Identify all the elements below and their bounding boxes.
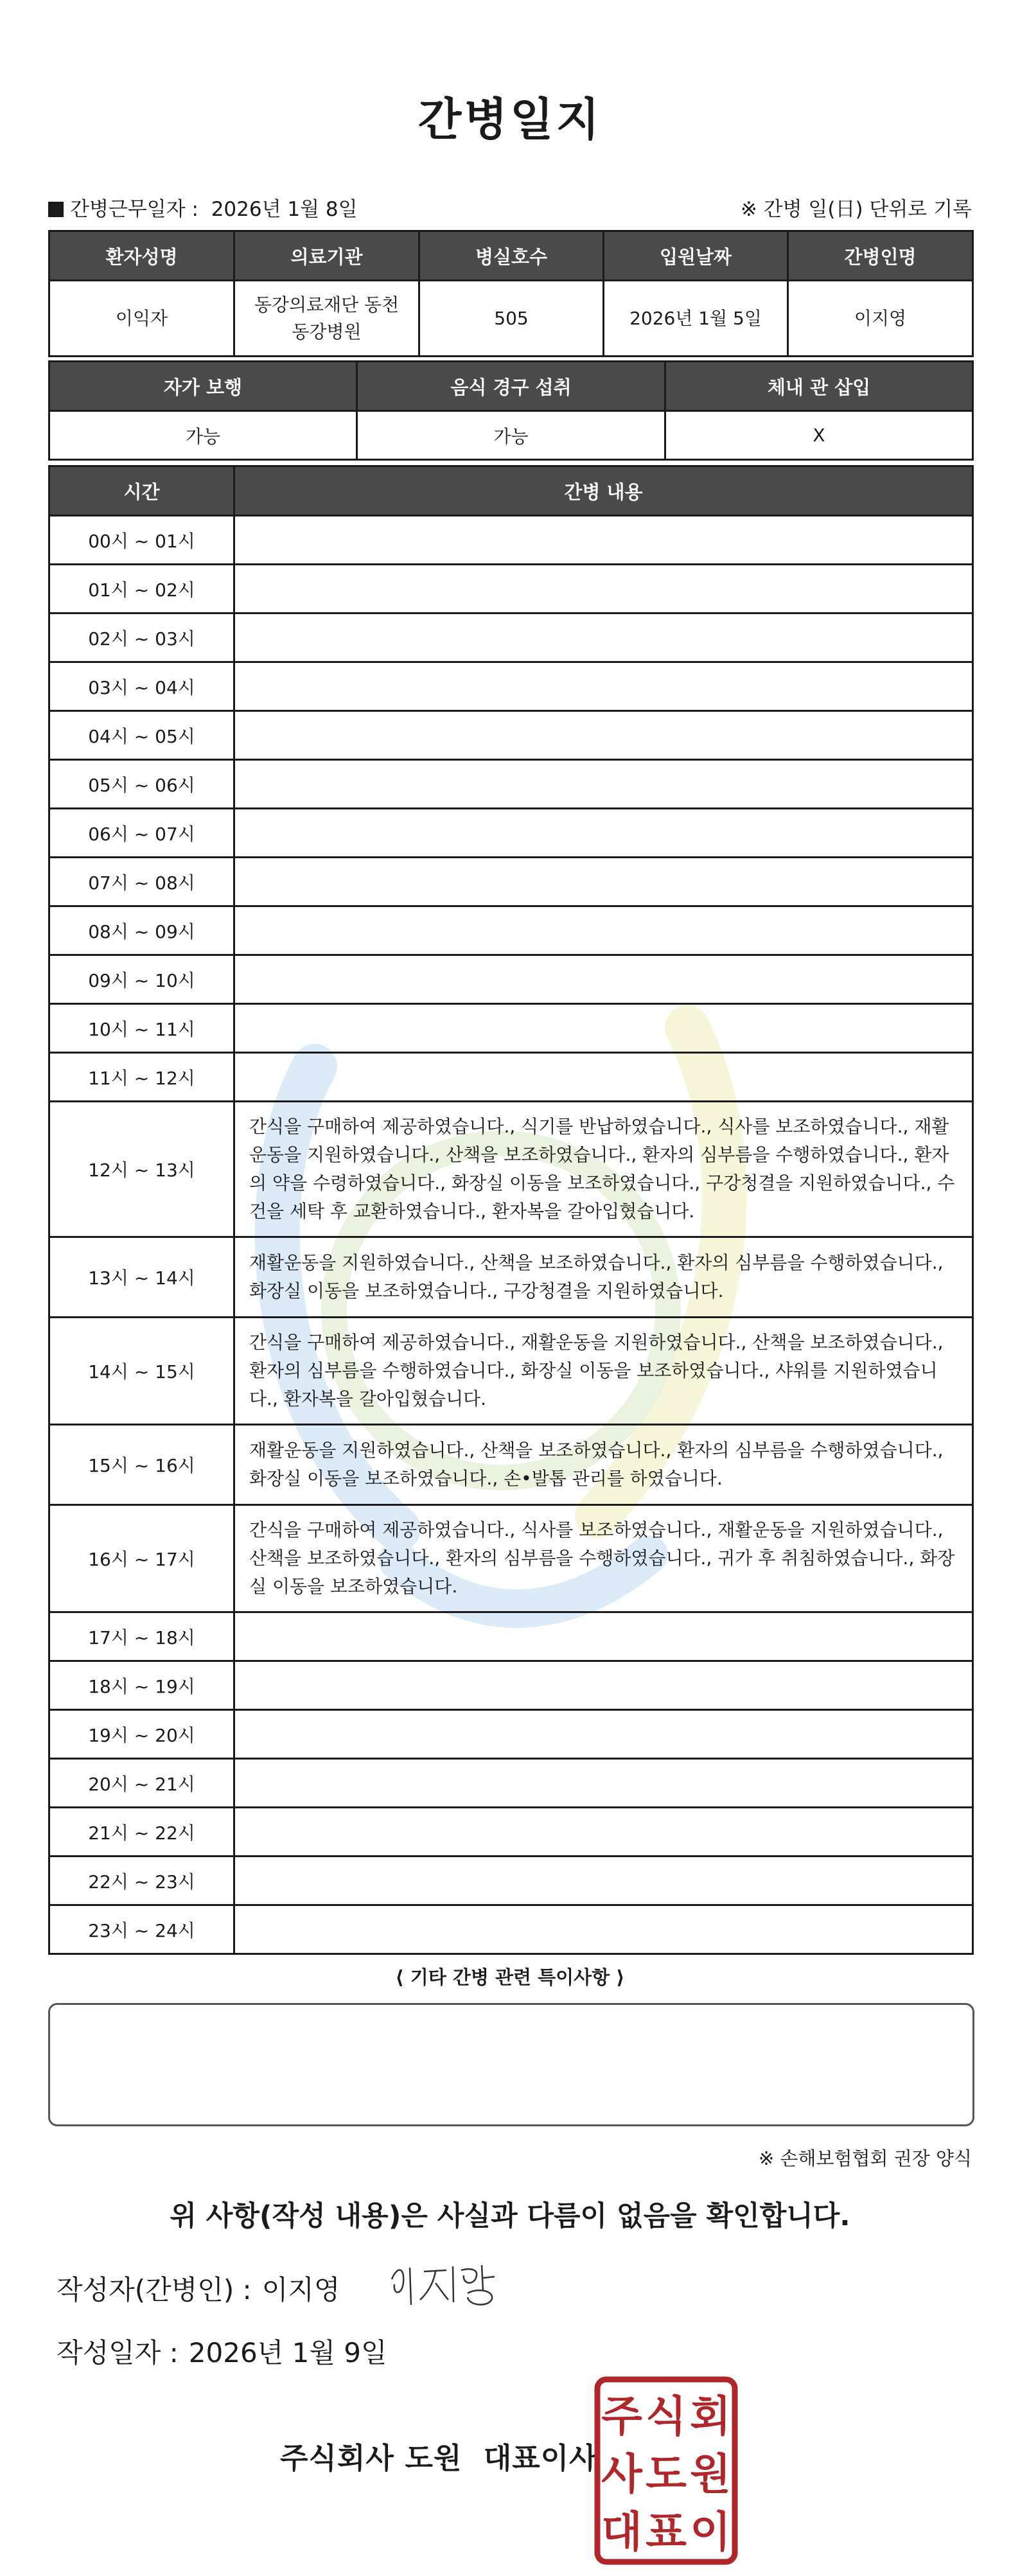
svg-text:회: 회 — [690, 2392, 731, 2441]
memo-title: ⟨ 기타 간병 관련 특이사항 ⟩ — [395, 1966, 625, 1988]
row-time: 23시 ~ 24시 — [49, 1905, 234, 1954]
written-date-line — [57, 2332, 387, 2370]
row-content: 재활운동을 지원하였습니다., 산책을 보조하였습니다., 환자의 심부름을 수행하였습니다., 화장실 이동을 보조하였습니다., 손•발톱 관리를 하였습니다. — [234, 1425, 973, 1505]
svg-text:표: 표 — [646, 2507, 687, 2557]
header-walking: 자가 보행 — [49, 362, 357, 411]
svg-text:대: 대 — [601, 2507, 642, 2557]
table-row — [49, 516, 973, 565]
care-log-table — [48, 465, 974, 1955]
row-content: 재활운동을 지원하였습니다., 산책을 보조하였습니다., 환자의 심부름을 수행하였습니다., 화장실 이동을 보조하였습니다., 구강청결을 지원하였습니다. — [234, 1237, 973, 1318]
header-patient-name: 환자성명 — [49, 231, 234, 281]
row-content — [234, 1710, 973, 1759]
writer-label: 작성자(간병인) : — [57, 2274, 252, 2306]
row-content — [234, 565, 973, 613]
row-time: 05시 ~ 06시 — [49, 760, 234, 809]
table-row — [49, 955, 973, 1004]
row-time: 04시 ~ 05시 — [49, 711, 234, 760]
table-row — [49, 858, 973, 906]
row-time: 18시 ~ 19시 — [49, 1661, 234, 1710]
walking-value: 가능 — [49, 411, 357, 460]
row-content — [234, 809, 973, 858]
row-content — [234, 1905, 973, 1954]
admission-date: 2026년 1월 5일 — [604, 281, 788, 357]
table-row — [49, 711, 973, 760]
row-content — [234, 858, 973, 906]
writer-line — [57, 2269, 340, 2307]
header-care-content: 간병 내용 — [234, 466, 973, 516]
table-row — [49, 1612, 973, 1661]
row-time: 17시 ~ 18시 — [49, 1612, 234, 1661]
table-row — [49, 1505, 973, 1612]
header-room: 병실호수 — [419, 231, 604, 281]
row-content — [234, 1857, 973, 1905]
company-signature-line: 주식회사 도원 대표이사 — [280, 2441, 598, 2475]
document-title: 간병일지 — [418, 93, 602, 146]
svg-text:식: 식 — [646, 2392, 687, 2441]
row-time: 13시 ~ 14시 — [49, 1237, 234, 1318]
svg-text:이: 이 — [690, 2507, 731, 2557]
row-time: 19시 ~ 20시 — [49, 1710, 234, 1759]
table-row — [49, 565, 973, 613]
square-bullet-icon — [48, 202, 64, 217]
tube-value: X — [665, 411, 973, 460]
written-date-label: 작성일자 : — [57, 2337, 179, 2369]
row-time: 20시 ~ 21시 — [49, 1759, 234, 1808]
table-row — [49, 1759, 973, 1808]
header-time: 시간 — [49, 466, 234, 516]
caregiver-name: 이지영 — [788, 281, 973, 357]
table-row — [49, 1102, 973, 1237]
table-row — [49, 613, 973, 662]
row-content — [234, 711, 973, 760]
patient-info-table — [48, 230, 974, 357]
oral-intake-value: 가능 — [357, 411, 665, 460]
writer-name: 이지영 — [261, 2274, 340, 2306]
ability-table — [48, 360, 974, 461]
row-time: 15시 ~ 16시 — [49, 1425, 234, 1505]
row-content — [234, 613, 973, 662]
table-row — [49, 1661, 973, 1710]
svg-text:도: 도 — [646, 2449, 687, 2499]
row-time: 16시 ~ 17시 — [49, 1505, 234, 1612]
table-row — [49, 1004, 973, 1053]
row-time: 00시 ~ 01시 — [49, 516, 234, 565]
handwritten-signature — [385, 2260, 507, 2311]
row-content — [234, 1808, 973, 1857]
header-caregiver: 간병인명 — [788, 231, 973, 281]
table-row — [49, 906, 973, 955]
recommend-note: ※ 손해보험협회 권장 양식 — [758, 2148, 972, 2169]
row-time: 12시 ~ 13시 — [49, 1102, 234, 1237]
table-row — [49, 1710, 973, 1759]
table-row — [49, 1905, 973, 1954]
row-time: 02시 ~ 03시 — [49, 613, 234, 662]
work-date-label: 간병근무일자 : — [70, 198, 198, 221]
table-row — [49, 760, 973, 809]
patient-name: 이익자 — [49, 281, 234, 357]
row-content — [234, 662, 973, 711]
svg-text:주: 주 — [601, 2392, 642, 2441]
header-admission-date: 입원날짜 — [604, 231, 788, 281]
row-time: 09시 ~ 10시 — [49, 955, 234, 1004]
row-content — [234, 955, 973, 1004]
written-date-value: 2026년 1월 9일 — [188, 2337, 387, 2369]
row-content — [234, 1759, 973, 1808]
row-content — [234, 760, 973, 809]
row-time: 06시 ~ 07시 — [49, 809, 234, 858]
header-oral-intake: 음식 경구 섭취 — [357, 362, 665, 411]
row-content — [234, 1661, 973, 1710]
row-content — [234, 516, 973, 565]
row-time: 22시 ~ 23시 — [49, 1857, 234, 1905]
work-date-value: 2026년 1월 8일 — [211, 198, 358, 221]
record-note: ※ 간병 일(日) 단위로 기록 — [740, 198, 972, 221]
confirm-statement: 위 사항(작성 내용)은 사실과 다름이 없음을 확인합니다. — [170, 2200, 850, 2232]
table-row — [49, 1857, 973, 1905]
row-content: 간식을 구매하여 제공하였습니다., 식기를 반납하였습니다., 식사를 보조하였습니다., 재활운동을 지원하였습니다., 산책을 보조하였습니다., 환자의 심부름을 수행하였습니다., 환자의 약을 수령하였습니다., 화장실 이동을 보조하였습니다., 구강청결을 지원하였습니다., 수건을 세탁 후 교환하였습니다., 환자복을 갈아입혔습니다. — [234, 1102, 973, 1237]
row-content — [234, 1004, 973, 1053]
hospital-name: 동강의료재단 동천 동강병원 — [234, 281, 419, 357]
table-row — [49, 1425, 973, 1505]
svg-text:사: 사 — [601, 2449, 642, 2499]
row-content: 간식을 구매하여 제공하였습니다., 재활운동을 지원하였습니다., 산책을 보조하였습니다., 환자의 심부름을 수행하였습니다., 화장실 이동을 보조하였습니다., 샤워를 지원하였습니다., 환자복을 갈아입혔습니다. — [234, 1318, 973, 1425]
table-row — [49, 1808, 973, 1857]
company-seal — [594, 2376, 739, 2566]
header-hospital: 의료기관 — [234, 231, 419, 281]
row-time: 08시 ~ 09시 — [49, 906, 234, 955]
row-time: 01시 ~ 02시 — [49, 565, 234, 613]
table-row — [49, 1318, 973, 1425]
table-row — [49, 662, 973, 711]
table-row — [49, 1237, 973, 1318]
row-time: 21시 ~ 22시 — [49, 1808, 234, 1857]
header-tube: 체내 관 삽입 — [665, 362, 973, 411]
row-content — [234, 906, 973, 955]
row-time: 07시 ~ 08시 — [49, 858, 234, 906]
row-time: 10시 ~ 11시 — [49, 1004, 234, 1053]
row-time: 03시 ~ 04시 — [49, 662, 234, 711]
row-content — [234, 1612, 973, 1661]
row-time: 11시 ~ 12시 — [49, 1053, 234, 1102]
svg-text:원: 원 — [690, 2449, 731, 2499]
row-content: 간식을 구매하여 제공하였습니다., 식사를 보조하였습니다., 재활운동을 지원하였습니다., 산책을 보조하였습니다., 환자의 심부름을 수행하였습니다., 귀가 후 취침하였습니다., 화장실 이동을 보조하였습니다. — [234, 1505, 973, 1612]
table-row — [49, 809, 973, 858]
room-number: 505 — [419, 281, 604, 357]
row-time: 14시 ~ 15시 — [49, 1318, 234, 1425]
table-row — [49, 1053, 973, 1102]
work-date — [48, 193, 358, 222]
row-content — [234, 1053, 973, 1102]
memo-box — [48, 2003, 974, 2126]
